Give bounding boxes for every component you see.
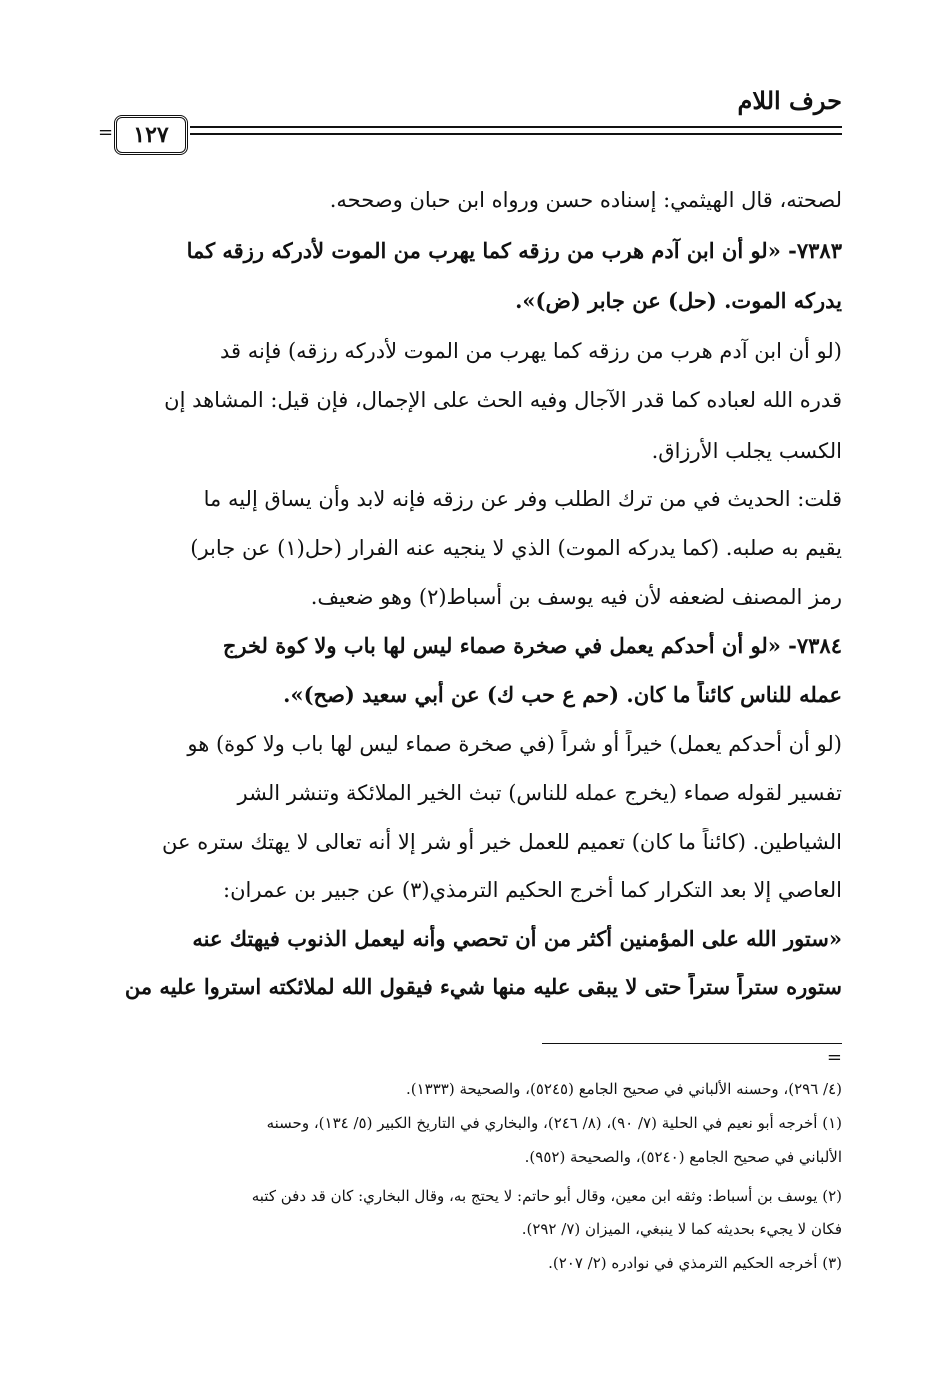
hadith-line: ٧٣٨٤- «لو أن أحدكم يعمل في صخرة صماء ليس لها باب ولا كوة لخرج	[222, 633, 842, 658]
body-line: العاصي إلا بعد التكرار كما أخرج الحكيم الترمذي(٣) عن جبير بن عمران:	[223, 878, 842, 902]
page-number-mark: =	[98, 122, 114, 143]
hadith-line: عمله للناس كائناً ما كان. (حم ع حب ك) عن أبي سعيد (صح)».	[283, 682, 842, 707]
body-line: رمز المصنف لضعفه لأن فيه يوسف بن أسباط(٢) وهو ضعيف.	[310, 585, 842, 609]
footnote-line: (٣) أخرجه الحكيم الترمذي في نوادره (٢/ ٢٠٧).	[548, 1254, 842, 1272]
body-line: الشياطين. (كائناً ما كان) تعميم للعمل خير أو شر إلا أنه تعالى لا يهتك ستره عن	[162, 830, 842, 854]
body-line: (لو أن ابن آدم هرب من رزقه كما يهرب من الموت لأدركه رزقه) فإنه قد	[220, 339, 842, 363]
hadith-line: ٧٣٨٣- «لو أن ابن آدم هرب من رزقه كما يهرب من الموت لأدركه رزقه كما	[186, 238, 842, 263]
quote-line: «ستور الله على المؤمنين أكثر من أن تحصي وأنه ليعمل الذنوب فيهتك عنه	[192, 926, 842, 951]
footnote-line: (١) أخرجه أبو نعيم في الحلية (٧/ ٩٠)، (٨/ ٢٤٦)، والبخاري في التاريخ الكبير (٥/ ١٣٤)، وحسنه	[266, 1114, 842, 1132]
body-line: لصحته، قال الهيثمي: إسناده حسن ورواه ابن حبان وصححه.	[329, 188, 842, 212]
quote-line: ستوره ستراً ستراً حتى لا يبقى عليه منها شيء فيقول الله لملائكته استروا عليه من	[124, 974, 842, 999]
body-line: تفسير لقوله صماء (يخرج عمله للناس) تبث الخير الملائكة وتنشر الشر	[237, 781, 842, 805]
footnote-line: (٢) يوسف بن أسباط: وثقه ابن معين، وقال أبو حاتم: لا يحتج به، وقال البخاري: كان قد دفن كتبه	[251, 1187, 842, 1205]
footnote-line: فكان لا يجيء بحديثه كما لا ينبغي، الميزان (٧/ ٢٩٢).	[521, 1220, 842, 1238]
footnote-separator	[542, 1043, 842, 1044]
footnote-continuation-mark: =	[826, 1047, 842, 1068]
footnote-line: (٤/ ٢٩٦)، وحسنه الألباني في صحيح الجامع (٥٢٤٥)، والصحيحة (١٣٣٣).	[405, 1080, 842, 1098]
chapter-title: حرف اللام	[737, 86, 842, 115]
body-line: الكسب يجلب الأرزاق.	[651, 439, 842, 463]
body-line: قدره الله لعباده كما قدر الآجال وفيه الحث على الإجمال، فإن قيل: المشاهد إن	[164, 388, 842, 412]
body-line: (لو أن أحدكم يعمل) خيراً أو شراً (في صخرة صماء ليس لها باب ولا كوة) هو	[187, 732, 842, 756]
page-number: ١٢٧	[114, 115, 188, 155]
header-rule	[190, 126, 842, 135]
body-line: قلت: الحديث في من ترك الطلب وفر عن رزقه فإنه لابد وأن يساق إليه ما	[203, 487, 842, 511]
body-line: يقيم به صلبه. (كما يدركه الموت) الذي لا ينجيه عنه الفرار (حل(١) عن جابر)	[190, 536, 842, 560]
footnote-line: الألباني في صحيح الجامع (٥٢٤٠)، والصحيحة (٩٥٢).	[524, 1148, 842, 1166]
hadith-line: يدركه الموت. (حل) عن جابر (ض)».	[515, 288, 842, 313]
